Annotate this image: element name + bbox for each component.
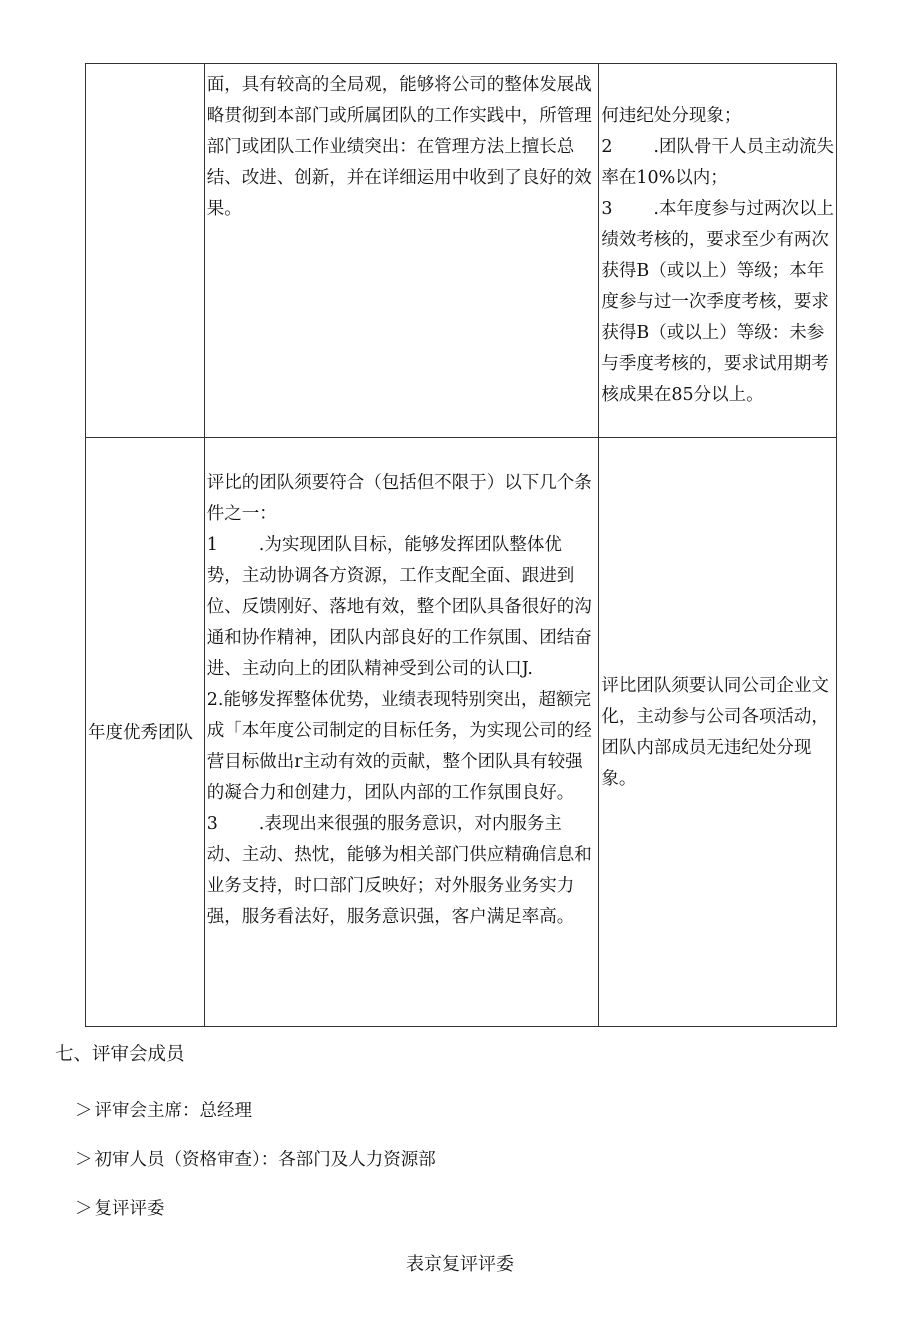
table-row xyxy=(86,438,837,1027)
requirement-item: 2 .团队骨干人员主动流失率在10%以内； xyxy=(601,132,834,194)
award-criteria-table xyxy=(85,63,837,1027)
condition-text: 面，具有较高的全局观，能够将公司的整体发展战略贯彻到本部门或所属团队的工作实践中，所管理部门或团队工作业绩突出：在管理方法上擅长总结、改进、创新，并在详细运用中收到了良好的效果。 xyxy=(206,75,592,219)
member-item: ＞ 评审会主席：总经理 xyxy=(75,1101,252,1121)
member-item: ＞ 初审人员（资格审查）：各部门及人力资源部 xyxy=(75,1150,436,1170)
conditions-cell xyxy=(204,64,599,438)
arrow-icon: ＞ xyxy=(75,1150,93,1170)
arrow-icon: ＞ xyxy=(75,1101,93,1121)
requirement-item: 何违纪处分现象； xyxy=(601,106,742,126)
requirements-cell: 评比团队须要认同公司企业文化，主动参与公司各项活动，团队内部成员无违纪处分现象。 xyxy=(599,438,837,1027)
conditions-cell xyxy=(204,438,599,1027)
section-title: 七、评审会成员 xyxy=(55,1044,185,1065)
condition-number: 3 xyxy=(206,814,218,834)
requirement-item: 3 .本年度参与过两次以上绩效考核的，要求至少有两次获得B（或以上）等级；本年度参与过一次季度考核，要求获得B（或以上）等级：未参与季度考核的，要求试用期考核成果在85分以上。 xyxy=(601,194,834,411)
category-cell: 年度优秀团队 xyxy=(86,438,205,1027)
arrow-icon: ＞ xyxy=(75,1199,93,1219)
requirement-number: 2 xyxy=(601,137,613,157)
requirement-number: 3 xyxy=(601,199,613,219)
member-item: ＞ 复评评委 xyxy=(75,1199,165,1219)
condition-number: 1 xyxy=(206,535,218,555)
category-cell xyxy=(86,64,205,438)
condition-item: 1 .为实现团队目标，能够发挥团队整体优势，主动协调各方资源，工作支配全面、跟进到位、反馈刚好、落地有效，整个团队具备很好的沟通和协作精神，团队内部良好的工作氛围、团结奋进、主动向上的团队精神受到公司的认口J. xyxy=(207,530,597,685)
conditions-intro: 评比的团队须要符合（包括但不限于）以下几个条件之一： xyxy=(206,473,592,524)
condition-item: 2.能够发挥整体优势，业绩表现特别突出，超额完成「本年度公司制定的目标任务，为实现公司的经营目标做出r主动有效的贡献，整个团队具有较强的凝合力和创建力，团队内部的工作氛围良好。 xyxy=(206,690,592,803)
requirements-cell xyxy=(599,64,837,438)
table-row xyxy=(86,64,837,438)
condition-item: 3 .表现出来很强的服务意识，对内服务主动、主动、热忱，能够为相关部门供应精确信息和业务支持，时口部门反映好；对外服务业务实力强，服务看法好，服务意识强，客户满足率高。 xyxy=(207,809,597,933)
table-caption: 表京复评评委 xyxy=(406,1254,514,1275)
